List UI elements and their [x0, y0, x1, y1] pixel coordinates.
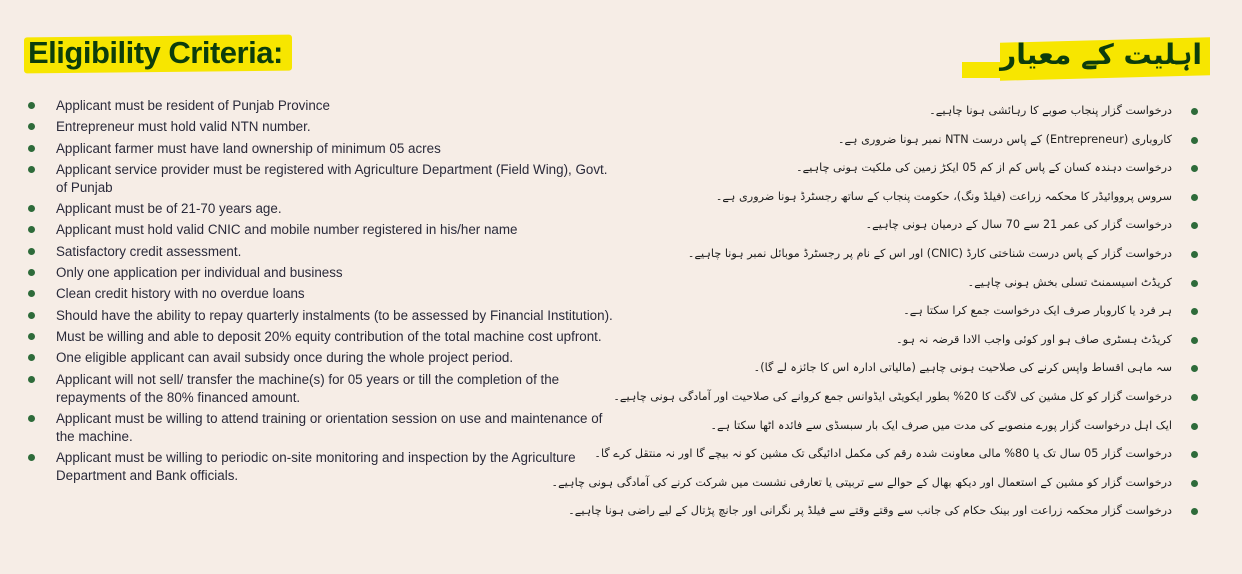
bullet-icon	[28, 102, 35, 109]
bullet-icon	[1191, 108, 1198, 115]
criteria-text: درخواست گزار محکمہ زراعت اور بینک حکام کی جانب سے وقتے وقتے سے فیلڈ پر نگرانی اور جانچ پڑتال کے لیے راضی ہونا چاہیے۔	[568, 504, 1172, 518]
criteria-text: ایک اہل درخواست گزار پورے منصوبے کی مدت میں صرف ایک بار سبسڈی سے فائدہ اٹھا سکتا ہے۔	[710, 418, 1172, 432]
criteria-text: درخواست دہندہ کسان کے پاس کم از کم 05 ایکڑ زمین کی ملکیت ہونی چاہیے۔	[796, 161, 1172, 175]
criteria-text: درخواست گزار 05 سال تک یا 80% مالی معاونت شدہ رقم کی مکمل ادائیگی تک مشین کو نہ بیچے گا اور نہ منتقل کرے گا۔	[594, 447, 1172, 461]
criteria-text: Entrepreneur must hold valid NTN number.	[56, 119, 311, 135]
urdu-criteria-item	[598, 155, 1198, 184]
criteria-text: Should have the ability to repay quarterly instalments (to be assessed by Financial Institution).	[56, 307, 613, 323]
criteria-text: Applicant must be willing to attend training or orientation session on use and maintenance of the machine.	[56, 410, 603, 444]
urdu-criteria-item	[598, 212, 1198, 241]
english-criteria-item	[26, 410, 616, 446]
english-criteria-item	[26, 285, 616, 303]
bullet-icon	[1191, 137, 1198, 144]
english-criteria-item	[26, 371, 616, 407]
criteria-text: Applicant must hold valid CNIC and mobile number registered in his/her name	[56, 222, 518, 238]
bullet-icon	[28, 376, 35, 383]
english-criteria-item	[26, 161, 616, 197]
bullet-icon	[1191, 251, 1198, 258]
urdu-criteria-item	[598, 413, 1198, 442]
bullet-icon	[1191, 280, 1198, 287]
criteria-text: درخواست گزار پنجاب صوبے کا رہائشی ہونا چاہیے۔	[929, 104, 1172, 117]
urdu-criteria-item	[598, 327, 1198, 356]
criteria-text: کریڈٹ ہسٹری صاف ہو اور کوئی واجب الادا قرضہ نہ ہو۔	[896, 332, 1172, 346]
urdu-criteria-item	[598, 298, 1198, 327]
english-criteria-list	[26, 97, 616, 488]
criteria-text: ہر فرد یا کاروبار صرف ایک درخواست جمع کرا سکتا ہے۔	[903, 304, 1172, 318]
english-criteria-item	[26, 328, 616, 346]
criteria-text: سہ ماہی اقساط واپس کرنے کی صلاحیت ہونی چاہیے (مالیاتی ادارہ اس کا جائزہ لے گا)۔	[753, 361, 1172, 375]
bullet-icon	[28, 205, 35, 212]
bullet-icon	[1191, 222, 1198, 229]
bullet-icon	[28, 145, 35, 152]
urdu-criteria-item	[598, 127, 1198, 156]
english-criteria-item	[26, 118, 616, 136]
bullet-icon	[1191, 451, 1198, 458]
criteria-text: Clean credit history with no overdue loans	[56, 286, 305, 302]
urdu-criteria-item	[598, 270, 1198, 299]
bullet-icon	[28, 226, 35, 233]
bullet-icon	[28, 123, 35, 130]
page-title-english: Eligibility Criteria:	[28, 35, 283, 70]
criteria-text: Applicant will not sell/ transfer the machine(s) for 05 years or till the completion of the repayments of the 80% financed amount.	[56, 371, 560, 405]
bullet-icon	[1191, 394, 1198, 401]
bullet-icon	[1191, 480, 1198, 487]
urdu-criteria-item	[598, 384, 1198, 413]
english-criteria-item	[26, 221, 616, 239]
bullet-icon	[28, 415, 35, 422]
criteria-text: Applicant must be resident of Punjab Province	[56, 98, 330, 113]
english-criteria-item	[26, 200, 616, 218]
bullet-icon	[28, 333, 35, 340]
criteria-text: درخواست گزار کے پاس درست شناختی کارڈ (CNIC) اور اس کے نام پر رجسٹرڈ موبائل نمبر ہونا چاہیے۔	[687, 246, 1172, 260]
english-criteria-item	[26, 307, 616, 325]
criteria-text: درخواست گزار کو مشین کے استعمال اور دیکھ بھال کے حوالے سے تربیتی یا تعارفی نشست میں شرکت کرنے کی آمادگی ہونی چاہیے۔	[551, 475, 1172, 489]
english-criteria-item	[26, 243, 616, 261]
urdu-criteria-item	[568, 498, 1198, 527]
criteria-text: Applicant service provider must be registered with Agriculture Department (Field Wing), Govt. of Punjab	[56, 161, 608, 195]
urdu-criteria-item	[598, 355, 1198, 384]
english-criteria-item	[26, 140, 616, 158]
bullet-icon	[1191, 508, 1198, 515]
page-title-urdu: اہلیت کے معیار	[1000, 38, 1202, 71]
bullet-icon	[28, 248, 35, 255]
urdu-criteria-item	[594, 441, 1198, 470]
bullet-icon	[28, 454, 35, 461]
bullet-icon	[28, 312, 35, 319]
criteria-text: Applicant farmer must have land ownership of minimum 05 acres	[56, 140, 441, 156]
criteria-text: سروس پرووائیڈر کا محکمہ زراعت (فیلڈ ونگ)، حکومت پنجاب کے ساتھ رجسٹرڈ ہونا ضروری ہے۔	[715, 189, 1172, 203]
english-criteria-item	[26, 264, 616, 282]
criteria-text: Satisfactory credit assessment.	[56, 243, 242, 259]
bullet-icon	[1191, 423, 1198, 430]
urdu-criteria-item	[598, 98, 1198, 127]
criteria-text: Applicant must be of 21-70 years age.	[56, 201, 282, 217]
urdu-criteria-item	[551, 470, 1198, 499]
english-criteria-item	[26, 97, 616, 115]
urdu-criteria-item	[598, 241, 1198, 270]
criteria-text: Must be willing and able to deposit 20% equity contribution of the total machine cost upfront.	[56, 328, 602, 344]
bullet-icon	[1191, 165, 1198, 172]
bullet-icon	[28, 290, 35, 297]
criteria-text: One eligible applicant can avail subsidy once during the whole project period.	[56, 350, 514, 366]
criteria-text: کریڈٹ اسیسمنٹ تسلی بخش ہونی چاہیے۔	[967, 275, 1172, 289]
bullet-icon	[28, 166, 35, 173]
criteria-text: درخواست گزار کی عمر 21 سے 70 سال کے درمیان ہونی چاہیے۔	[865, 218, 1172, 232]
bullet-icon	[28, 269, 35, 276]
criteria-text: Applicant must be willing to periodic on-site monitoring and inspection by the Agriculture Department and Bank officials.	[56, 450, 576, 484]
english-criteria-item	[26, 349, 616, 367]
bullet-icon	[28, 354, 35, 361]
english-criteria-item	[26, 449, 616, 485]
urdu-criteria-item	[598, 184, 1198, 213]
urdu-criteria-list	[551, 98, 1198, 527]
bullet-icon	[1191, 365, 1198, 372]
criteria-text: Only one application per individual and business	[56, 265, 343, 281]
criteria-text: درخواست گزار کو کل مشین کی لاگت کا 20% بطور ایکویٹی ایڈوانس جمع کروانے کی صلاحیت اور آمادگی ہونی چاہیے۔	[613, 389, 1172, 403]
bullet-icon	[1191, 337, 1198, 344]
bullet-icon	[1191, 194, 1198, 201]
bullet-icon	[1191, 308, 1198, 315]
criteria-text: کاروباری (Entrepreneur) کے پاس درست NTN نمبر ہونا ضروری ہے۔	[837, 132, 1172, 146]
